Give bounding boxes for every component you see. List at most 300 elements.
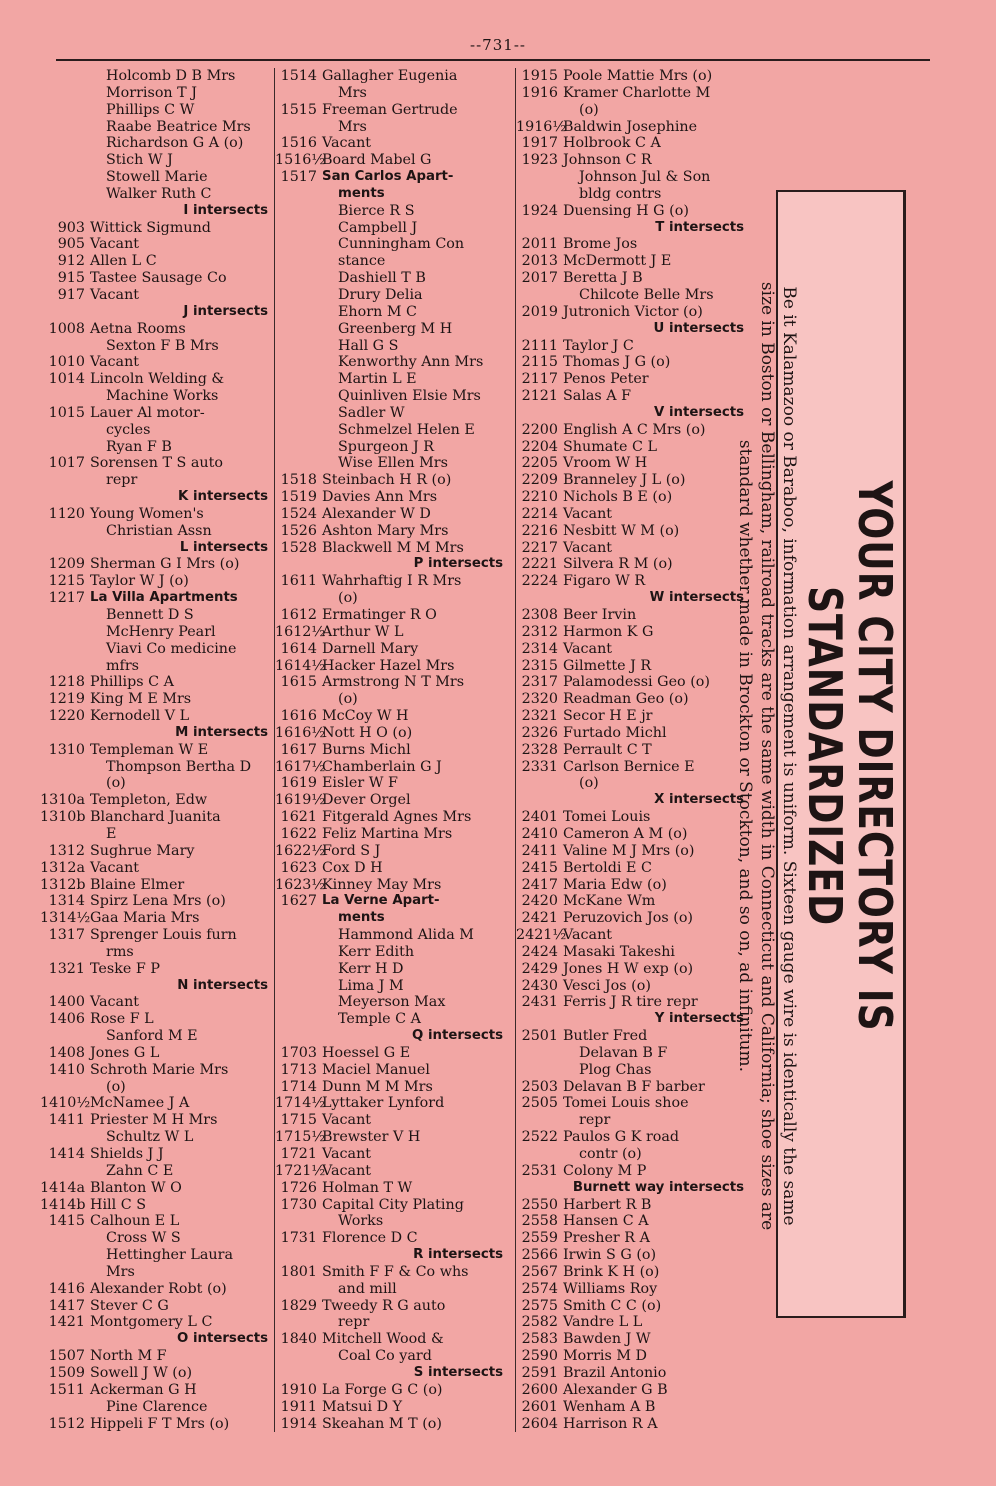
directory-entry <box>40 152 278 169</box>
directory-entry <box>516 354 754 371</box>
resident-name: Davies Ann Mrs <box>322 489 438 506</box>
resident-name: Alexander W D <box>322 505 431 522</box>
resident-name: Secor H E jr <box>563 708 653 725</box>
resident-name: Harmon K G <box>563 623 654 640</box>
directory-entry <box>40 708 278 725</box>
house-number: 2430 <box>521 977 558 994</box>
house-number: 1416 <box>48 1280 85 1297</box>
house-number: 1713 <box>280 1061 317 1078</box>
directory-entry <box>275 961 513 978</box>
directory-column-2 <box>274 68 513 1432</box>
resident-name: San Carlos Apart- <box>322 169 454 185</box>
house-number <box>516 1062 563 1079</box>
resident-name: Stich W J <box>106 152 173 169</box>
resident-name: Kernodell V L <box>90 708 190 725</box>
house-number <box>275 994 322 1011</box>
directory-entry <box>40 809 278 826</box>
house-number: 1220 <box>48 708 85 725</box>
directory-entry <box>40 1314 278 1331</box>
directory-entry <box>516 135 754 152</box>
directory-entry <box>275 119 513 136</box>
house-number: 1219 <box>48 691 85 708</box>
resident-name: Holcomb D B Mrs <box>106 68 236 84</box>
resident-name: Nesbitt W M (o) <box>563 522 680 539</box>
house-number: 2121 <box>521 388 558 405</box>
house-number: 1619½ <box>275 792 326 809</box>
resident-name: repr <box>338 1314 370 1331</box>
house-number: 1314½ <box>40 910 91 927</box>
house-number: 2411 <box>521 842 558 859</box>
house-number: 1622 <box>280 825 317 842</box>
directory-entry <box>516 556 754 573</box>
house-number: 2200 <box>521 421 558 438</box>
resident-name: Jones G L <box>90 1044 160 1061</box>
resident-name: Sherman G I Mrs (o) <box>90 556 240 573</box>
house-number: 1408 <box>48 1044 85 1061</box>
house-number <box>516 1112 563 1129</box>
directory-entry <box>40 775 278 792</box>
resident-name: Ford S J <box>322 842 381 859</box>
cross-street-heading: K intersects <box>178 489 268 505</box>
house-number: 2019 <box>521 303 558 320</box>
resident-name: Smith F F & Co whs <box>322 1263 469 1280</box>
house-number <box>516 169 563 186</box>
cross-street-heading: Burnett way intersects <box>572 1179 744 1195</box>
house-number: 1612 <box>280 607 317 623</box>
resident-name: Wenham A B <box>563 1398 656 1415</box>
directory-entry <box>516 624 754 641</box>
resident-name: La Villa Apartments <box>90 590 238 606</box>
resident-name: Chilcote Belle Mrs <box>579 286 714 303</box>
directory-entry <box>516 102 754 119</box>
directory-entry <box>516 1079 754 1096</box>
house-number <box>40 422 90 439</box>
house-number: 1511 <box>48 1381 85 1398</box>
resident-name: Colony M P <box>563 1162 647 1179</box>
directory-entry <box>275 321 513 338</box>
house-number: 2558 <box>521 1213 558 1230</box>
house-number: 1310b <box>40 809 86 826</box>
resident-name: Machine Works <box>106 388 219 405</box>
house-number <box>516 1146 563 1163</box>
resident-name: Fitgerald Agnes Mrs <box>322 809 472 826</box>
directory-entry <box>275 1112 513 1129</box>
house-number: 2312 <box>521 623 558 640</box>
house-number <box>40 472 90 489</box>
directory-entry <box>516 85 754 102</box>
directory-entry <box>40 877 278 894</box>
directory-entry <box>275 1399 513 1416</box>
directory-entry <box>40 641 278 658</box>
house-number <box>275 961 322 978</box>
resident-name: Ferris J R tire repr <box>563 994 698 1011</box>
directory-entry <box>40 135 278 152</box>
directory-entry <box>40 607 278 624</box>
directory-entry <box>516 1062 754 1079</box>
resident-name: Johnson Jul & Son <box>579 169 711 186</box>
directory-entry <box>275 506 513 523</box>
directory-entry <box>40 691 278 708</box>
house-number <box>275 1348 322 1365</box>
resident-name: Delavan B F barber <box>563 1078 705 1095</box>
house-number <box>275 590 322 607</box>
directory-entry <box>516 759 754 776</box>
house-number: 2013 <box>521 253 558 270</box>
directory-entry <box>516 809 754 826</box>
resident-name: Poole Mattie Mrs (o) <box>563 68 713 84</box>
house-number <box>516 287 563 304</box>
resident-name: Jones H W exp (o) <box>563 960 694 977</box>
directory-entry <box>275 843 513 860</box>
directory-entry <box>275 85 513 102</box>
resident-name: Maria Edw (o) <box>563 876 667 893</box>
resident-name: Hall G S <box>338 337 399 354</box>
resident-name: Sexton F B Mrs <box>106 337 219 354</box>
directory-entry <box>275 624 513 641</box>
resident-name: Christian Assn <box>106 522 212 539</box>
directory-entry <box>516 944 754 961</box>
house-number: 1008 <box>48 320 85 337</box>
directory-entry <box>516 119 754 136</box>
resident-name: Williams Roy <box>563 1280 658 1297</box>
resident-name: Raabe Beatrice Mrs <box>106 118 251 135</box>
resident-name: McNamee J A <box>90 1095 190 1112</box>
advertisement-box <box>735 190 906 1318</box>
directory-entry <box>516 287 754 304</box>
house-number <box>40 169 90 186</box>
resident-name: Drury Delia <box>338 286 423 303</box>
resident-name: Vacant <box>90 236 140 253</box>
resident-name: Montgomery L C <box>90 1314 213 1331</box>
house-number: 1914 <box>280 1415 317 1432</box>
house-number <box>40 1247 90 1264</box>
directory-entry <box>516 186 754 203</box>
directory-entry <box>40 1247 278 1264</box>
resident-name: Blaine Elmer <box>90 876 185 893</box>
resident-name: Hettingher Laura <box>106 1247 233 1264</box>
directory-entry <box>516 978 754 995</box>
resident-name: Zahn C E <box>106 1162 174 1179</box>
directory-entry <box>516 658 754 675</box>
resident-name: Wittick Sigmund <box>90 219 211 236</box>
directory-entry <box>275 792 513 809</box>
house-number: 2117 <box>521 371 558 388</box>
resident-name: Morris M D <box>563 1348 648 1365</box>
directory-entry <box>275 152 513 169</box>
directory-entry <box>40 102 278 119</box>
resident-name: McKane Wm <box>563 893 656 910</box>
directory-entry <box>516 1028 754 1045</box>
house-number: 2205 <box>521 455 558 472</box>
house-number <box>516 775 563 792</box>
resident-name: Eisler W F <box>322 775 398 792</box>
resident-name: Cameron A M (o) <box>563 825 688 842</box>
house-number <box>275 203 322 220</box>
resident-name: Vacant <box>563 640 613 657</box>
directory-entry <box>275 742 513 759</box>
resident-name: Ryan F B <box>106 438 172 455</box>
resident-name: Templeman W E <box>90 741 209 758</box>
resident-name: (o) <box>579 775 599 792</box>
resident-name: Cox D H <box>322 859 383 876</box>
resident-name: cycles <box>106 421 151 438</box>
cross-street-heading: U intersects <box>653 320 744 336</box>
directory-entry <box>275 287 513 304</box>
directory-entry <box>516 472 754 489</box>
resident-name: Priester M H Mrs <box>90 1112 218 1129</box>
resident-name: Bertoldi E C <box>563 859 652 876</box>
resident-name: Vacant <box>563 539 613 556</box>
resident-name: Ehorn M C <box>338 303 417 320</box>
house-number <box>40 102 90 119</box>
resident-name: Holbrook C A <box>563 135 661 152</box>
directory-entry <box>275 590 513 607</box>
resident-name: Cunningham Con <box>338 236 465 253</box>
house-number <box>275 1281 322 1298</box>
house-number: 1512 <box>48 1415 85 1432</box>
resident-name: Young Women's <box>90 505 204 522</box>
directory-entry <box>275 607 513 624</box>
directory-entry <box>275 455 513 472</box>
resident-name: Calhoun E L <box>90 1213 180 1230</box>
resident-name: Nott H O (o) <box>322 724 413 741</box>
house-number: 1714 <box>280 1078 317 1095</box>
resident-name: Kerr Edith <box>338 943 415 960</box>
resident-name: Kerr H D <box>338 960 404 977</box>
directory-entry <box>275 270 513 287</box>
house-number: 1726 <box>280 1179 317 1196</box>
house-number: 1417 <box>48 1297 85 1314</box>
resident-name: Schultz W L <box>106 1129 194 1146</box>
resident-name: Brome Jos <box>563 236 638 253</box>
resident-name: McHenry Pearl <box>106 623 216 640</box>
resident-name: North M F <box>90 1348 167 1365</box>
directory-entry <box>275 523 513 540</box>
directory-entry <box>40 893 278 910</box>
house-number <box>275 236 322 253</box>
cross-street-heading: L intersects <box>179 539 268 555</box>
house-number: 1526 <box>280 522 317 539</box>
directory-entry <box>40 1197 278 1214</box>
resident-name: Stever C G <box>90 1297 169 1314</box>
directory-entry <box>516 1281 754 1298</box>
house-number: 1321 <box>48 960 85 977</box>
resident-name: contr (o) <box>579 1146 642 1162</box>
house-number: 2421 <box>521 910 558 927</box>
resident-name: Sanford M E <box>106 1028 198 1045</box>
directory-entry <box>40 68 278 85</box>
directory-entry <box>275 860 513 877</box>
directory-entry <box>275 809 513 826</box>
resident-name: Darnell Mary <box>322 640 419 657</box>
house-number: 2204 <box>521 438 558 455</box>
directory-entry <box>275 472 513 489</box>
directory-entry <box>275 186 513 203</box>
house-number <box>40 388 90 405</box>
resident-name: Pine Clarence <box>106 1398 208 1415</box>
directory-entry <box>516 338 754 355</box>
directory-entry <box>275 1095 513 1112</box>
house-number <box>275 253 322 270</box>
house-number: 2567 <box>521 1263 558 1280</box>
resident-name: Wise Ellen Mrs <box>338 455 448 472</box>
directory-entry <box>516 691 754 708</box>
house-number: 903 <box>57 219 85 236</box>
resident-name: Capital City Plating <box>322 1196 464 1213</box>
house-number <box>40 1028 90 1045</box>
house-number <box>275 321 322 338</box>
advertisement-line: size in Boston or Bellingham, railroad tracks are the same width in Connecticut and California; shoe sizes are <box>757 281 777 1231</box>
resident-name: Tweedy R G auto <box>322 1297 446 1314</box>
directory-entry <box>40 556 278 573</box>
directory-entry <box>275 759 513 776</box>
directory-entry <box>275 253 513 270</box>
house-number <box>40 759 90 776</box>
resident-name: Sughrue Mary <box>90 842 195 859</box>
resident-name: Baldwin Josephine <box>563 118 698 135</box>
house-number: 1829 <box>280 1297 317 1314</box>
directory-entry <box>40 236 278 253</box>
directory-entry <box>516 775 754 792</box>
house-number: 1516 <box>280 135 317 152</box>
house-number <box>275 927 322 944</box>
directory-entry <box>40 1382 278 1399</box>
resident-name: Quinliven Elsie Mrs <box>338 388 481 405</box>
house-number: 1621 <box>280 809 317 826</box>
house-number <box>40 607 90 624</box>
directory-entry <box>40 944 278 961</box>
resident-name: Ackerman G H <box>90 1381 197 1398</box>
resident-name: ments <box>338 185 385 201</box>
resident-name: Meyerson Max <box>338 994 446 1011</box>
directory-entry <box>275 1298 513 1315</box>
directory-entry <box>516 68 754 85</box>
house-number: 2583 <box>521 1331 558 1348</box>
resident-name: Lauer Al motor- <box>90 404 205 421</box>
resident-name: Taylor W J (o) <box>90 573 189 590</box>
house-number: 1015 <box>48 404 85 421</box>
resident-name: Morrison T J <box>106 84 197 101</box>
directory-entry <box>275 708 513 725</box>
house-number <box>275 85 322 102</box>
directory-entry <box>275 641 513 658</box>
house-number: 1627 <box>280 893 317 910</box>
resident-name: Teske F P <box>90 960 160 977</box>
directory-entry <box>40 843 278 860</box>
house-number: 905 <box>57 236 85 253</box>
resident-name: Phillips C A <box>90 674 174 691</box>
directory-entry <box>516 1247 754 1264</box>
resident-name: Gaa Maria Mrs <box>90 910 200 927</box>
house-number: 2216 <box>521 522 558 539</box>
directory-entry <box>516 1112 754 1129</box>
resident-name: Vesci Jos (o) <box>563 977 651 994</box>
resident-name: Vandre L L <box>563 1314 643 1331</box>
house-number: 1623 <box>280 859 317 876</box>
directory-entry <box>516 489 754 506</box>
house-number <box>275 388 322 405</box>
house-number <box>40 775 90 792</box>
house-number: 1612½ <box>275 623 326 640</box>
directory-entry <box>40 1146 278 1163</box>
directory-entry <box>40 961 278 978</box>
house-number <box>275 186 322 203</box>
house-number <box>40 658 90 675</box>
house-number <box>40 1163 90 1180</box>
resident-name: Lincoln Welding & <box>90 371 225 388</box>
directory-entry <box>516 860 754 877</box>
directory-entry <box>40 1416 278 1433</box>
house-number: 1623½ <box>275 876 326 893</box>
advertisement-body <box>734 212 800 1300</box>
house-number: 1414a <box>40 1179 85 1196</box>
resident-name: McCoy W H <box>322 708 409 725</box>
resident-name: Skeahan M T (o) <box>322 1415 442 1432</box>
house-number: 1616½ <box>275 724 326 741</box>
directory-entry <box>516 607 754 624</box>
house-number <box>275 405 322 422</box>
directory-entry <box>275 1045 513 1062</box>
directory-entry <box>275 1129 513 1146</box>
resident-name: repr <box>579 1112 611 1129</box>
resident-name: Thomas J G (o) <box>563 354 671 371</box>
directory-entry <box>40 742 278 759</box>
resident-name: Viavi Co medicine <box>106 640 237 657</box>
resident-name: Alexander Robt (o) <box>90 1280 227 1297</box>
house-number: 1730 <box>280 1196 317 1213</box>
resident-name: Hacker Hazel Mrs <box>322 657 455 674</box>
directory-entry <box>516 270 754 287</box>
directory-entry <box>275 893 513 910</box>
directory-entry <box>516 1129 754 1146</box>
resident-name: Blanton W O <box>90 1179 182 1196</box>
resident-name: English A C Mrs (o) <box>563 421 706 438</box>
resident-name: Walker Ruth C <box>106 185 212 202</box>
cross-street-heading: R intersects <box>413 1247 503 1263</box>
house-number: 2501 <box>521 1028 558 1045</box>
cross-street-heading: Y intersects <box>654 1011 744 1027</box>
resident-name: King M E Mrs <box>90 691 192 708</box>
house-number <box>40 1230 90 1247</box>
resident-name: Phillips C W <box>106 101 195 118</box>
directory-entry <box>275 68 513 85</box>
resident-name: Works <box>338 1213 384 1230</box>
house-number: 1715 <box>280 1112 317 1129</box>
house-number: 1209 <box>48 556 85 573</box>
directory-entry <box>275 775 513 792</box>
directory-entry <box>40 624 278 641</box>
resident-name: La Verne Apart- <box>322 893 440 909</box>
house-number: 2217 <box>521 539 558 556</box>
house-number: 1915 <box>521 68 558 84</box>
directory-entry <box>40 1298 278 1315</box>
resident-name: Campbell J <box>338 219 418 236</box>
directory-entry <box>40 1112 278 1129</box>
house-number: 1515 <box>280 101 317 118</box>
directory-entry <box>516 1348 754 1365</box>
resident-name: Aetna Rooms <box>90 320 186 337</box>
house-number: 2111 <box>521 337 558 354</box>
house-number: 1528 <box>280 539 317 556</box>
resident-name: Florence D C <box>322 1230 418 1247</box>
house-number: 2209 <box>521 472 558 489</box>
resident-name: Silvera R M (o) <box>563 556 673 573</box>
directory-entry <box>516 1264 754 1281</box>
directory-entry <box>516 1331 754 1348</box>
directory-entry <box>516 1298 754 1315</box>
house-number: 2317 <box>521 674 558 691</box>
house-number: 1014 <box>48 371 85 388</box>
